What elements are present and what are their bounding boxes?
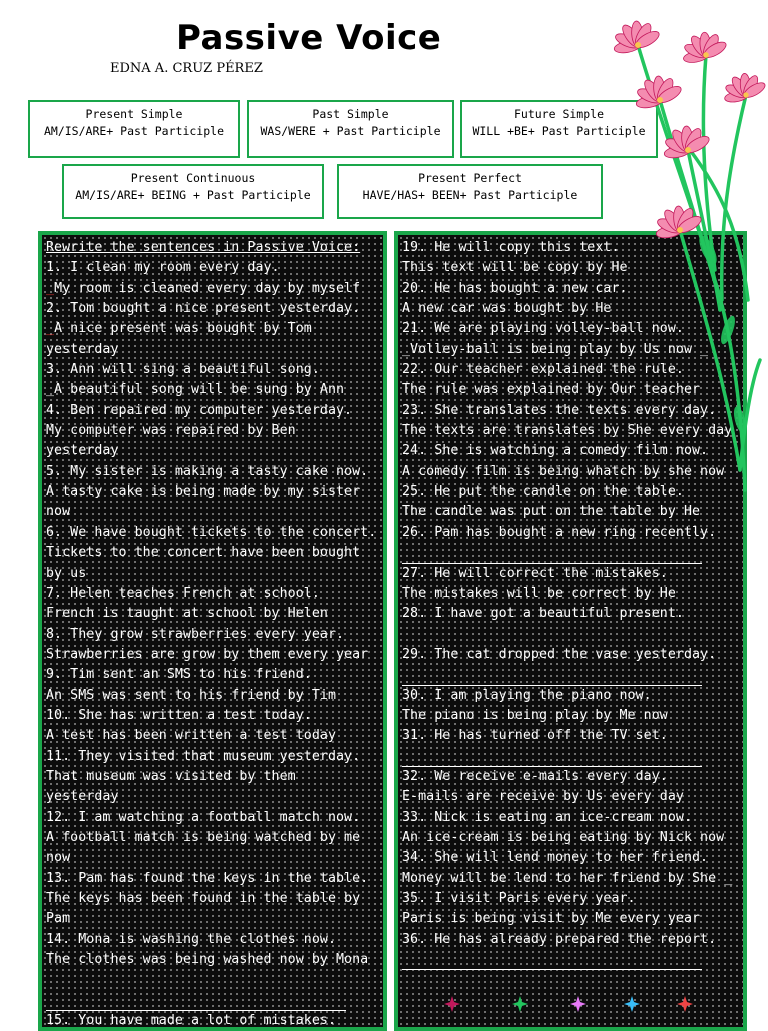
- exercise-text: 22. Our teacher explained the rule.: [402, 362, 684, 378]
- exercise-text: An ice-cream is being eating by Nick now: [402, 829, 725, 845]
- exercise-text: 15. You have made a lot of mistakes.: [46, 1013, 336, 1029]
- document-title: Passive Voice: [176, 18, 442, 58]
- exercise-text: Strawberries are grow by them every year: [46, 646, 369, 662]
- answer-blank: [402, 625, 741, 645]
- exercise-line: [402, 523, 741, 543]
- rule-formula: HAVE/HAS+ BEEN+ Past Participle: [362, 188, 578, 202]
- exercise-text: 7. Helen teaches French at school.: [46, 585, 320, 601]
- exercise-text: The candle was put on the table by He: [402, 504, 701, 520]
- rule-name: Past Simple: [312, 107, 389, 121]
- exercise-line: [402, 502, 741, 522]
- author-name: EDNA A. CRUZ PÉREZ: [110, 61, 263, 76]
- exercise-line: [46, 482, 381, 502]
- exercise-line: [402, 726, 741, 746]
- exercise-text: by us: [46, 565, 87, 581]
- exercise-line: [46, 279, 381, 299]
- rule-name: Future Simple: [513, 107, 604, 121]
- exercise-line: [402, 848, 741, 868]
- exercise-text: 31. He has turned off the TV set.: [402, 728, 668, 744]
- flower-bouquet-icon: [600, 0, 768, 500]
- exercise-text: 23. She translates the texts every day.: [402, 402, 717, 418]
- exercise-text: 30. I am playing the piano now.: [402, 687, 652, 703]
- exercise-text: 11. They visited that museum yesterday.: [46, 748, 361, 764]
- exercise-text: Pam: [46, 911, 71, 927]
- rule-formula: AM/IS/ARE+ Past Participle: [43, 124, 224, 138]
- sparkle-star-icon: [677, 996, 693, 1012]
- exercise-line: [46, 828, 381, 848]
- sparkle-star-icon: [444, 996, 460, 1012]
- exercise-text: A tasty cake is being made by my sister: [46, 484, 361, 500]
- exercise-text: A test has been written a test today: [46, 728, 336, 744]
- rule-formula: WILL +BE+ Past Participle: [472, 124, 646, 138]
- rule-name: Present Continuous: [130, 171, 256, 185]
- exercise-line: [402, 930, 741, 950]
- exercise-line: [46, 299, 381, 319]
- exercise-line: [402, 706, 741, 726]
- exercise-text: My room is cleaned every day by myself: [54, 280, 361, 296]
- exercise-line: [402, 645, 741, 665]
- exercise-text: 2. Tom bought a nice present yesterday.: [46, 301, 361, 317]
- exercise-text: 13. Pam has found the keys in the table.: [46, 870, 369, 886]
- exercise-line: [402, 584, 741, 604]
- sparkle-star-icon: [430, 992, 710, 1018]
- exercise-text: 26. Pam has bought a new ring recently.: [402, 524, 717, 540]
- exercise-line: [46, 1011, 381, 1031]
- exercise-line: [402, 787, 741, 807]
- exercise-text: Paris is being visit by Me every year: [402, 911, 701, 927]
- exercise-text: 8. They grow strawberries every year.: [46, 626, 345, 642]
- exercise-line: [402, 604, 741, 624]
- exercise-line: [402, 889, 741, 909]
- exercise-line: [402, 869, 741, 889]
- exercise-text: A nice present was bought by Tom: [54, 321, 312, 337]
- exercise-line: [46, 502, 381, 522]
- exercise-text: That museum was visited by them: [46, 768, 296, 784]
- exercise-line: [46, 686, 381, 706]
- exercise-text: The clothes was being washed now by Mona: [46, 952, 369, 968]
- exercise-text: The texts are translates by She every day: [402, 423, 733, 439]
- exercise-text: 27. He will correct the mistakes.: [402, 565, 668, 581]
- exercise-text: This text will be copy by He: [402, 260, 628, 276]
- exercise-line: [46, 889, 381, 909]
- exercise-line: [402, 767, 741, 787]
- exercise-line: [46, 543, 381, 563]
- exercise-line: [46, 665, 381, 685]
- exercise-line: [46, 462, 381, 482]
- answer-blank: [402, 543, 702, 563]
- exercise-text: French is taught at school by Helen: [46, 606, 328, 622]
- exercise-text: The piano is being play by Me now: [402, 707, 668, 723]
- rule-name: Present Simple: [85, 107, 183, 121]
- exercise-text: The mistakes will be correct by He: [402, 585, 676, 601]
- answer-blank: [402, 747, 702, 767]
- rule-box-past-simple: [247, 100, 454, 158]
- rule-name: Present Perfect: [418, 171, 522, 185]
- exercise-line: [402, 564, 741, 584]
- exercise-line: [46, 258, 381, 278]
- exercise-text: Money will be lend to her friend by She _: [402, 870, 733, 886]
- exercise-line: [46, 625, 381, 645]
- exercise-line: [46, 869, 381, 889]
- sparkle-star-icon: [512, 996, 528, 1012]
- exercise-line: [46, 523, 381, 543]
- exercise-text: E-mails are receive by Us every day: [402, 789, 684, 805]
- exercise-line: [46, 950, 381, 970]
- exercise-text: 36. He has already prepared the report.: [402, 931, 717, 947]
- rule-box-present-continuous: [62, 164, 324, 219]
- exercise-text: _Volley-ball is being play by Us now _: [402, 341, 709, 357]
- exercise-text: 20. He has bought a new car.: [402, 280, 628, 296]
- exercise-line: [46, 441, 381, 461]
- exercise-text: A football match is being watched by me: [46, 829, 361, 845]
- exercise-text: 35. I visit Paris every year.: [402, 891, 636, 906]
- exercise-line: [46, 421, 381, 441]
- exercise-text: yesterday: [46, 341, 119, 357]
- exercise-text: My computer was repaired by Ben: [46, 423, 296, 439]
- exercise-line: [46, 808, 381, 828]
- exercise-text: 34. She will lend money to her friend.: [402, 850, 709, 866]
- exercise-text: 9. Tim sent an SMS to his friend.: [46, 667, 312, 683]
- rule-box-present-perfect: [337, 164, 603, 219]
- answer-blank: [402, 950, 702, 970]
- exercise-text: 21. We are playing volley-ball now.: [402, 321, 684, 337]
- exercise-line: [402, 909, 741, 929]
- exercise-line: [46, 564, 381, 584]
- exercise-panel-left: [38, 231, 387, 1031]
- exercise-text: 6. We have bought tickets to the concert.: [46, 524, 377, 540]
- exercise-text: yesterday: [46, 443, 119, 459]
- exercise-text: The rule was explained by Our teacher: [402, 382, 701, 398]
- exercise-line: [402, 686, 741, 706]
- exercise-list-left: [46, 238, 381, 1031]
- exercise-line: [46, 401, 381, 421]
- exercise-line: [46, 787, 381, 807]
- exercise-line: [402, 828, 741, 848]
- answer-blank: [46, 991, 346, 1011]
- exercise-text: 4. Ben repaired my computer yesterday.: [46, 402, 353, 418]
- flower-icon: [613, 21, 661, 55]
- rule-formula: WAS/WERE + Past Participle: [260, 124, 441, 138]
- exercise-line: [46, 706, 381, 726]
- exercise-text: 29. The cat dropped the vase yesterday.: [402, 646, 717, 662]
- sparkle-star-icon: [570, 996, 586, 1012]
- answer-prefix: _: [46, 280, 55, 296]
- exercise-line: [46, 645, 381, 665]
- exercise-line: [402, 808, 741, 828]
- sparkle-star-icon: [624, 996, 640, 1012]
- exercise-text: An SMS was sent to his friend by Tim: [46, 687, 336, 703]
- answer-prefix: _: [46, 321, 55, 337]
- exercise-line: [46, 340, 381, 360]
- answer-blank: [402, 665, 702, 685]
- exercise-line: [46, 380, 381, 400]
- answer-blank: [46, 970, 381, 990]
- exercise-text: now: [46, 504, 71, 520]
- exercise-line: [46, 604, 381, 624]
- exercise-text: 28. I have got a beautiful present.: [402, 606, 684, 622]
- exercise-text: Tickets to the concert have been bought: [46, 545, 361, 561]
- exercise-text: yesterday: [46, 789, 119, 805]
- exercise-text: 3. Ann will sing a beautiful song.: [46, 362, 320, 378]
- exercise-instructions: [46, 238, 381, 258]
- exercise-text: 19. He will copy this text.: [402, 240, 620, 255]
- exercise-line: [46, 767, 381, 787]
- rule-box-present-simple: [28, 100, 240, 158]
- exercise-text: 12. I am watching a football match now.: [46, 809, 361, 825]
- exercise-text: 10. She has written a test today.: [46, 707, 312, 723]
- exercise-line: [46, 930, 381, 950]
- exercise-text: The keys has been found in the table by: [46, 891, 361, 906]
- exercise-line: [46, 584, 381, 604]
- exercise-text: now: [46, 850, 71, 866]
- exercise-text: 5. My sister is making a tasty cake now.: [46, 463, 369, 479]
- exercise-text: Rewrite the sentences in Passive Voice:: [46, 240, 361, 255]
- rule-formula: AM/IS/ARE+ BEING + Past Participle: [75, 188, 311, 202]
- exercise-line: [46, 747, 381, 767]
- exercise-text: 1. I clean my room every day.: [46, 260, 280, 276]
- exercise-text: 33. Nick is eating an ice-cream now.: [402, 809, 692, 825]
- exercise-text: 14. Mona is washing the clothes now.: [46, 931, 336, 947]
- exercise-text: _A beautiful song will be sung by Ann: [46, 382, 345, 398]
- exercise-text: A comedy film is being whatch by she now: [402, 463, 725, 479]
- exercise-text: 24. She is watching a comedy film now.: [402, 443, 709, 459]
- exercise-line: [46, 909, 381, 929]
- exercise-line: [46, 848, 381, 868]
- exercise-text: A new car was bought by He: [402, 301, 612, 317]
- exercise-line: [46, 319, 381, 339]
- exercise-line: [46, 360, 381, 380]
- exercise-text: 32. We receive e-mails every day.: [402, 768, 668, 784]
- exercise-text: 25. He put the candle on the table.: [402, 484, 684, 500]
- exercise-line: [46, 726, 381, 746]
